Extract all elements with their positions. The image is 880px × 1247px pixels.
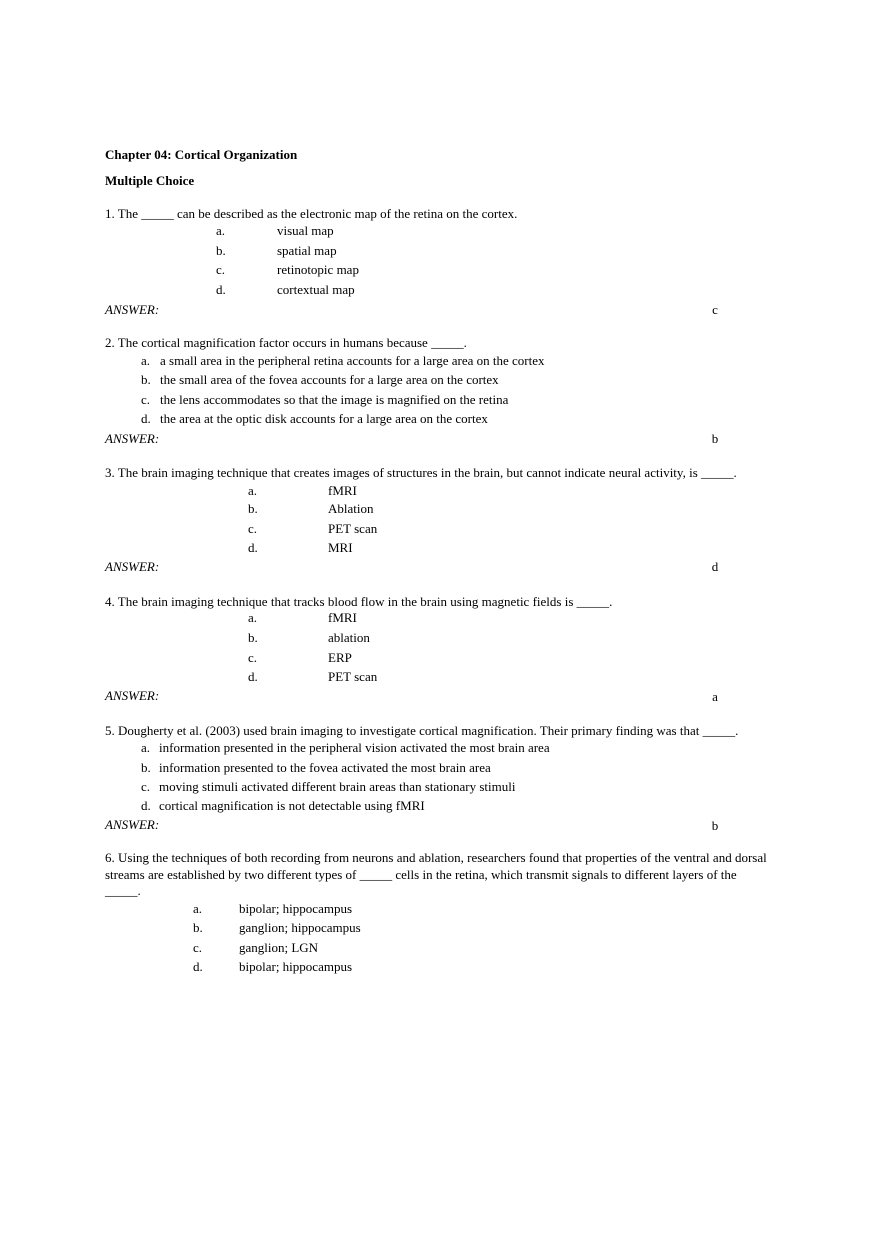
answer-label: ANSWER: bbox=[105, 559, 160, 574]
option-text: MRI bbox=[328, 540, 353, 555]
option-letter: a. bbox=[141, 740, 151, 755]
question-stem: 3. The brain imaging technique that creates images of structures in the brain, but cannot indicate neural activity, is _____. bbox=[105, 465, 737, 480]
option-letter: b. bbox=[248, 501, 258, 516]
option-text: visual map bbox=[277, 223, 334, 238]
option-text: information presented in the peripheral vision activated the most brain area bbox=[159, 740, 550, 755]
chapter-title: Chapter 04: Cortical Organization bbox=[105, 147, 298, 162]
answer-value: a bbox=[712, 689, 718, 704]
option-text: retinotopic map bbox=[277, 262, 359, 277]
option-text: ganglion; hippocampus bbox=[239, 920, 361, 935]
question-stem: 4. The brain imaging technique that tracks blood flow in the brain using magnetic fields is _____. bbox=[105, 594, 613, 609]
question-stem: 6. Using the techniques of both recording from neurons and ablation, researchers found that properties of the ventral and dorsal streams are established by two different types of _____ cells in the retina, which transmit signals to different layers of the _____. bbox=[105, 850, 767, 898]
answer-value: b bbox=[711, 431, 719, 446]
option-text: ablation bbox=[328, 630, 370, 645]
option-text: fMRI bbox=[328, 610, 357, 625]
option-text: the small area of the fovea accounts for a large area on the cortex bbox=[160, 372, 499, 387]
question-stem: 2. The cortical magnification factor occurs in humans because _____. bbox=[105, 335, 467, 350]
option-letter: a. bbox=[248, 483, 258, 498]
answer-label: ANSWER: bbox=[105, 817, 160, 832]
option-letter: d. bbox=[248, 540, 258, 555]
option-text: ganglion; LGN bbox=[239, 940, 319, 955]
question-stem: 1. The _____ can be described as the electronic map of the retina on the cortex. bbox=[105, 206, 518, 221]
option-letter: b. bbox=[216, 243, 226, 258]
option-letter: c. bbox=[193, 940, 203, 955]
option-letter: d. bbox=[193, 959, 203, 974]
option-letter: a. bbox=[141, 353, 151, 368]
answer-label: ANSWER: bbox=[105, 688, 160, 703]
option-text: cortextual map bbox=[277, 282, 355, 297]
option-letter: b. bbox=[248, 630, 258, 645]
answer-value: b bbox=[711, 818, 719, 833]
option-text: information presented to the fovea activated the most brain area bbox=[159, 760, 491, 775]
option-letter: c. bbox=[141, 392, 151, 407]
option-text: cortical magnification is not detectable using fMRI bbox=[159, 798, 425, 813]
option-text: bipolar; hippocampus bbox=[239, 901, 353, 916]
option-text: fMRI bbox=[328, 483, 357, 498]
option-letter: b. bbox=[193, 920, 203, 935]
option-text: Ablation bbox=[328, 501, 374, 516]
answer-value: d bbox=[711, 559, 719, 574]
option-letter: a. bbox=[216, 223, 226, 238]
option-text: bipolar; hippocampus bbox=[239, 959, 353, 974]
answer-label: ANSWER: bbox=[105, 302, 160, 317]
option-letter: b. bbox=[141, 372, 151, 387]
option-letter: c. bbox=[248, 521, 258, 536]
answer-label: ANSWER: bbox=[105, 431, 160, 446]
option-letter: d. bbox=[216, 282, 226, 297]
option-letter: d. bbox=[248, 669, 258, 684]
section-title: Multiple Choice bbox=[105, 173, 195, 188]
option-text: a small area in the peripheral retina accounts for a large area on the cortex bbox=[160, 353, 545, 368]
option-text: spatial map bbox=[277, 243, 337, 258]
option-text: PET scan bbox=[328, 669, 378, 684]
question-stem: 5. Dougherty et al. (2003) used brain imaging to investigate cortical magnification. Their primary finding was that _____. bbox=[105, 723, 739, 738]
option-letter: c. bbox=[216, 262, 226, 277]
option-letter: c. bbox=[141, 779, 151, 794]
option-letter: c. bbox=[248, 650, 258, 665]
option-text: the area at the optic disk accounts for a large area on the cortex bbox=[160, 411, 488, 426]
option-letter: d. bbox=[141, 798, 151, 813]
option-text: ERP bbox=[328, 650, 352, 665]
option-letter: d. bbox=[141, 411, 151, 426]
option-letter: a. bbox=[248, 610, 258, 625]
option-text: PET scan bbox=[328, 521, 378, 536]
option-letter: a. bbox=[193, 901, 203, 916]
answer-value: c bbox=[712, 302, 718, 317]
option-text: the lens accommodates so that the image is magnified on the retina bbox=[160, 392, 509, 407]
option-text: moving stimuli activated different brain areas than stationary stimuli bbox=[159, 779, 516, 794]
option-letter: b. bbox=[141, 760, 151, 775]
